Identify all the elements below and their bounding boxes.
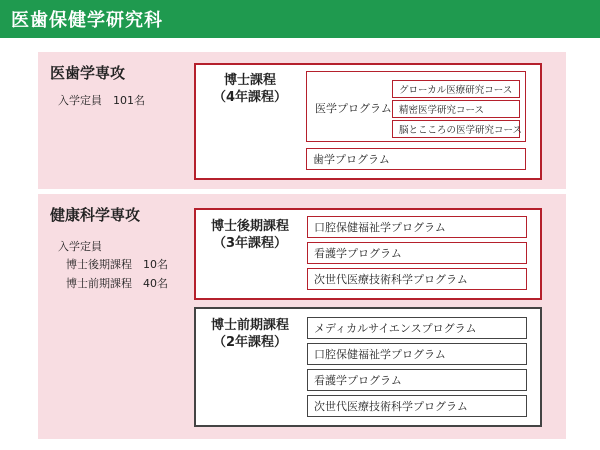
doctoral-program-item: 看護学プログラム — [307, 242, 527, 264]
course-item: 精密医学研究コース — [392, 100, 520, 118]
dental-program-item: 歯学プログラム — [306, 148, 526, 170]
health-master-title-line2: （2年課程） — [212, 335, 288, 350]
doctoral-program-item: 口腔保健福祉学プログラム — [307, 216, 527, 238]
course-item: 脳とこころの医学研究コース — [392, 120, 520, 138]
health-master-title — [198, 317, 302, 351]
health-doctoral-title-line1: 博士後期課程 — [210, 219, 289, 234]
health-enrollment-label: 入学定員 — [58, 240, 102, 253]
health-title: 健康科学専攻 — [50, 206, 141, 224]
course-item: グローカル医療研究コース — [392, 80, 520, 98]
master-program-item: 次世代医療技術科学プログラム — [307, 395, 527, 417]
header-bar — [0, 0, 600, 38]
doctoral-program-item: 次世代医療技術科学プログラム — [307, 268, 527, 290]
health-enrollment-master: 博士前期課程 40名 — [66, 277, 168, 290]
master-program-item: 看護学プログラム — [307, 369, 527, 391]
dentistry-enrollment: 入学定員 101名 — [58, 94, 145, 107]
page-title: 医歯保健学研究科 — [11, 10, 163, 31]
master-program-item: 口腔保健福祉学プログラム — [307, 343, 527, 365]
master-program-item: メディカルサイエンスプログラム — [307, 317, 527, 339]
dentistry-doctoral-title — [198, 72, 302, 106]
dentistry-doctoral-title-line2: （4年課程） — [212, 90, 288, 105]
dentistry-title: 医歯学専攻 — [50, 64, 126, 82]
health-doctoral-title — [198, 218, 302, 252]
medical-program-label: 医学プログラム — [315, 102, 392, 115]
dentistry-doctoral-title-line1: 博士課程 — [223, 73, 276, 88]
health-doctoral-title-line2: （3年課程） — [212, 236, 288, 251]
health-enrollment-doctoral: 博士後期課程 10名 — [66, 258, 168, 271]
health-master-title-line1: 博士前期課程 — [210, 318, 289, 333]
